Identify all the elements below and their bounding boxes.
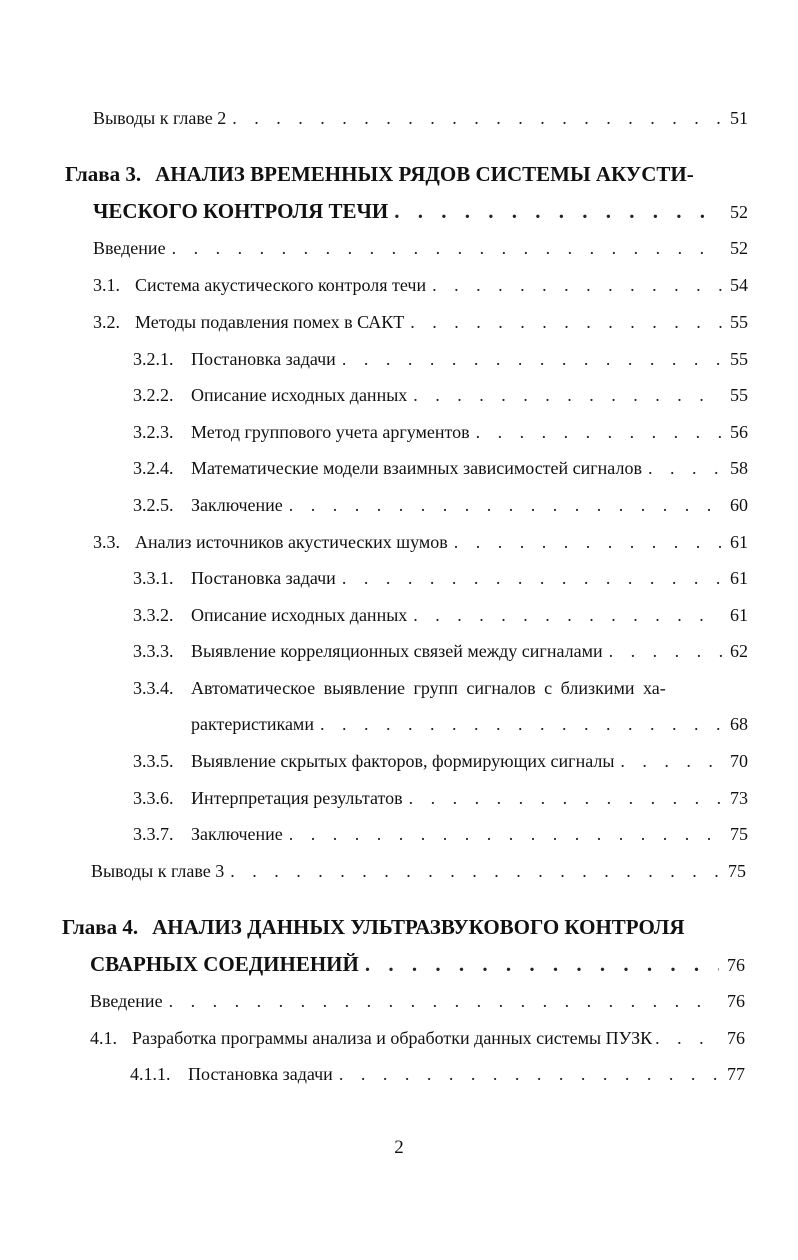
toc-entry-text: Автоматическое выявление групп сигналов с близкими ха- [191,678,666,698]
toc-entry-number: 3.1. [93,275,120,295]
toc-entry-3-3-7[interactable] [133,821,748,847]
leader-dots [365,950,719,978]
toc-entry-summary-ch3[interactable] [91,858,746,884]
toc-entry-3-3-6[interactable] [133,785,748,811]
toc-entry-text: Постановка задачи [191,568,336,588]
toc-entry-number: 3.2.3. [133,422,174,442]
toc-entry-text: Интерпретация результатов [191,788,403,808]
toc-entry-page: 76 [727,1028,745,1048]
toc-entry-page: 76 [727,955,745,975]
toc-entry-summary-ch2[interactable] [93,105,748,131]
leader-dots [172,235,722,261]
toc-entry-number: 4.1. [90,1028,117,1048]
leader-dots [648,455,722,481]
toc-entry-page: 55 [730,385,748,405]
toc-entry-number: 3.3.5. [133,751,174,771]
leader-dots [454,529,722,555]
chapter-title: АНАЛИЗ ВРЕМЕННЫХ РЯДОВ СИСТЕМЫ АКУСТИ- [155,162,694,186]
toc-entry-text: Введение [90,991,163,1011]
leader-dots [410,309,722,335]
toc-entry-text: Заключение [191,495,283,515]
toc-entry-number: 3.3.3. [133,641,174,661]
toc-entry-3-2-5[interactable] [133,492,748,518]
toc-entry-text: Разработка программы анализа и обработки данных системы ПУЗК [132,1028,653,1048]
toc-entry-text: Постановка задачи [188,1064,333,1084]
toc-entry-3-2[interactable] [93,309,748,335]
leader-dots [230,858,720,884]
toc-entry-page: 76 [727,991,745,1011]
toc-entry-text: Выявление скрытых факторов, формирующих сигналы [191,751,615,771]
toc-entry-text: Выводы к главе 3 [91,861,225,881]
toc-entry-text: Постановка задачи [191,349,336,369]
toc-entry-ch4-intro[interactable] [90,988,745,1014]
toc-entry-page: 77 [727,1064,745,1084]
toc-entry-page: 55 [730,312,748,332]
toc-entry-3-3-4-line2[interactable] [191,711,748,737]
chapter-title: СВАРНЫХ СОЕДИНЕНИЙ [90,952,359,976]
toc-entry-text: Метод группового учета аргументов [191,422,470,442]
toc-entry-number: 3.3. [93,532,120,552]
toc-entry-number: 3.2. [93,312,120,332]
toc-entry-page: 73 [730,788,748,808]
toc-entry-text: Математические модели взаимных зависимостей сигналов [191,458,642,478]
toc-entry-text: Описание исходных данных [191,385,408,405]
toc-entry-page: 75 [728,861,746,881]
toc-entry-page: 55 [730,349,748,369]
toc-entry-page: 61 [730,568,748,588]
toc-chapter-4-line1[interactable] [62,913,752,941]
toc-entry-page: 52 [730,202,748,222]
toc-entry-page: 56 [730,422,748,442]
toc-entry-page: 51 [730,108,748,128]
toc-entry-ch3-intro[interactable] [93,235,748,261]
toc-entry-text: Введение [93,238,166,258]
toc-entry-number: 3.3.7. [133,824,174,844]
toc-entry-3-2-1[interactable] [133,346,748,372]
toc-entry-number: 3.2.2. [133,385,174,405]
toc-entry-3-3-1[interactable] [133,565,748,591]
leader-dots [432,272,722,298]
toc-entry-number: 3.2.4. [133,458,174,478]
leader-dots [609,638,722,664]
toc-entry-4-1-1[interactable] [130,1061,745,1087]
leader-dots [476,419,722,445]
leader-dots [413,602,722,628]
leader-dots [655,1025,722,1051]
leader-dots [342,346,722,372]
toc-entry-number: 3.2.5. [133,495,174,515]
toc-entry-page: 61 [730,605,748,625]
toc-entry-3-3-3[interactable] [133,638,748,664]
leader-dots [169,988,719,1014]
toc-entry-3-1[interactable] [93,272,748,298]
toc-chapter-3-line2[interactable] [93,197,748,225]
toc-entry-page: 52 [730,238,748,258]
leader-dots [232,105,722,131]
toc-entry-page: 70 [730,751,748,771]
toc-entry-4-1[interactable] [90,1025,745,1051]
toc-entry-3-2-2[interactable] [133,382,748,408]
toc-entry-number: 3.3.2. [133,605,174,625]
toc-entry-number: 3.3.6. [133,788,174,808]
toc-entry-page: 75 [730,824,748,844]
toc-entry-text: Выводы к главе 2 [93,108,227,128]
toc-entry-number: 3.2.1. [133,349,174,369]
toc-entry-3-3-2[interactable] [133,602,748,628]
toc-entry-number: 4.1.1. [130,1064,171,1084]
toc-entry-text: Заключение [191,824,283,844]
toc-entry-page: 68 [730,714,748,734]
chapter-title: ЧЕСКОГО КОНТРОЛЯ ТЕЧИ [93,199,389,223]
toc-entry-text: Выявление корреляционных связей между сигналами [191,641,603,661]
toc-entry-page: 60 [730,495,748,515]
leader-dots [289,821,722,847]
leader-dots [620,748,722,774]
toc-entry-3-3-5[interactable] [133,748,748,774]
leader-dots [320,711,722,737]
toc-entry-3-3[interactable] [93,529,748,555]
leader-dots [342,565,722,591]
chapter-label: Глава 4. [62,915,139,939]
toc-chapter-3-line1[interactable] [65,160,755,188]
leader-dots [289,492,722,518]
toc-entry-text: Описание исходных данных [191,605,408,625]
toc-entry-3-2-3[interactable] [133,419,748,445]
chapter-label: Глава 3. [65,162,142,186]
leader-dots [394,197,722,225]
leader-dots [409,785,722,811]
toc-entry-3-3-4-line1[interactable] [133,675,748,701]
toc-entry-text: Методы подавления помех в САКТ [135,312,405,332]
toc-entry-number: 3.3.1. [133,568,174,588]
toc-chapter-4-line2[interactable] [90,950,745,978]
toc-entry-number: 3.3.4. [133,678,174,698]
toc-entry-text: Система акустического контроля течи [135,275,427,295]
toc-entry-page: 61 [730,532,748,552]
toc-entry-3-2-4[interactable] [133,455,748,481]
toc-entry-page: 54 [730,275,748,295]
toc-entry-text: рактеристиками [191,714,314,734]
chapter-title: АНАЛИЗ ДАННЫХ УЛЬТРАЗВУКОВОГО КОНТРОЛЯ [152,915,685,939]
leader-dots [413,382,722,408]
toc-entry-page: 62 [730,641,748,661]
page-number: 2 [394,1137,404,1158]
toc-entry-page: 58 [730,458,748,478]
toc-entry-text: Анализ источников акустических шумов [135,532,448,552]
leader-dots [339,1061,719,1087]
